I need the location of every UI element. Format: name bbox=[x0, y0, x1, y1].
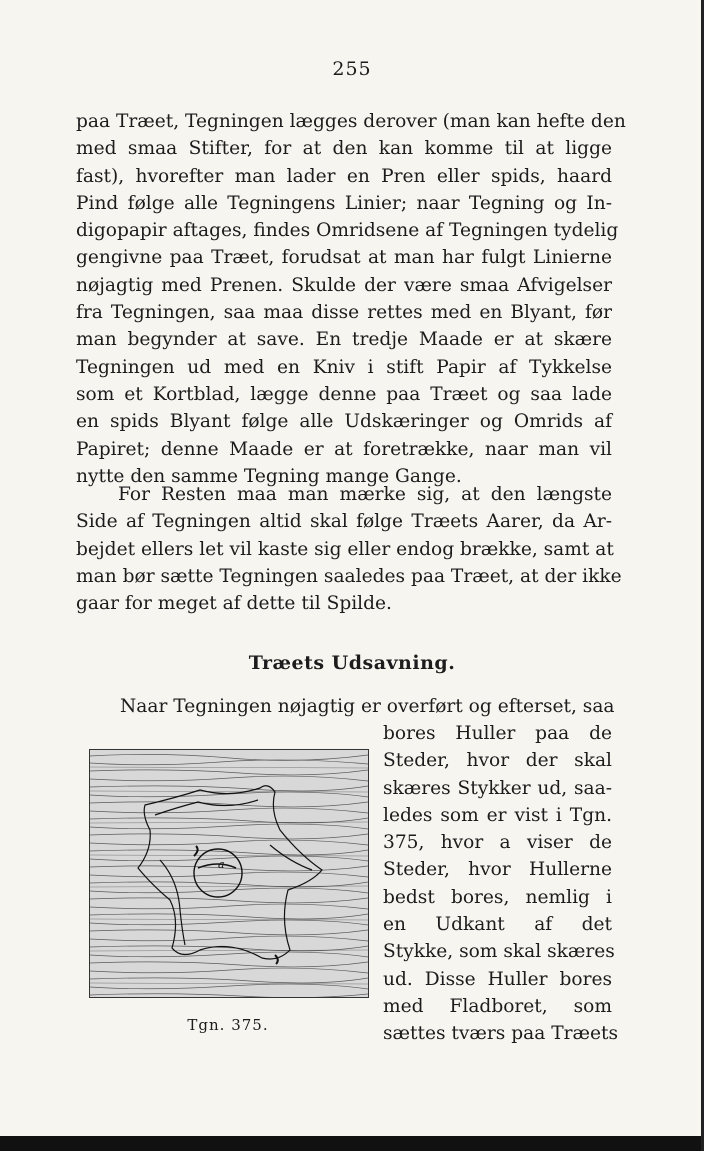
text-line: gengivne paa Træet, forudsat at man har fulgt Linierne bbox=[76, 247, 612, 269]
text-line: fast), hvorefter man lader en Pren eller spids, haard bbox=[76, 165, 612, 187]
section-title: Træets Udsavning. bbox=[248, 652, 456, 674]
text-line: bores Huller paa de bbox=[383, 723, 612, 744]
figure-label-a: a bbox=[218, 858, 225, 871]
side-column-text bbox=[383, 720, 618, 1048]
page-number: 255 bbox=[332, 58, 372, 80]
text-line: Steder, hvor der skal bbox=[383, 750, 612, 772]
text-line: ledes som er vist i Tgn. bbox=[383, 804, 612, 826]
text-line: Stykke, som skal skæres bbox=[383, 941, 615, 963]
text-line: nøjagtig med Prenen. Skulde der være smaa Afvigelser bbox=[76, 274, 612, 296]
text-line: Papiret; denne Maade er at foretrække, naar man vil bbox=[76, 438, 612, 460]
text-line: fra Tegningen, saa maa disse rettes med en Blyant, før bbox=[76, 302, 612, 324]
text-line: med smaa Stifter, for at den kan komme til at ligge bbox=[76, 138, 612, 160]
figure-wood-engraving bbox=[89, 749, 369, 998]
text-line: skæres Stykker ud, saa- bbox=[383, 777, 612, 799]
paragraph-2 bbox=[76, 481, 622, 617]
text-line: sættes tværs paa Træets bbox=[383, 1023, 618, 1045]
text-line: 375, hvor a viser de bbox=[383, 832, 612, 854]
wood-grain-illustration bbox=[90, 750, 368, 997]
text-line: nytte den samme Tegning mange Gange. bbox=[76, 465, 462, 487]
text-line: For Resten maa man mærke sig, at den længste bbox=[118, 484, 612, 505]
figure-caption: Tgn. 375. bbox=[187, 1016, 269, 1034]
text-line: paa Træet, Tegningen lægges derover (man kan hefte den bbox=[76, 111, 626, 132]
text-line: Pind følge alle Tegningens Linier; naar Tegning og In- bbox=[76, 192, 612, 214]
section-first-line: Naar Tegningen nøjagtig er overført og efterset, saa bbox=[120, 696, 615, 717]
text-line: som et Kortblad, lægge denne paa Træet og saa lade bbox=[76, 383, 612, 405]
text-line: med Fladboret, som bbox=[383, 995, 612, 1017]
scan-edge-bottom bbox=[0, 1136, 704, 1151]
text-line: en spids Blyant følge alle Udskæringer og Omrids af bbox=[76, 411, 612, 433]
text-line: Steder, hvor Hullerne bbox=[383, 859, 612, 881]
text-line: man bør sætte Tegningen saaledes paa Træet, at der ikke bbox=[76, 565, 622, 587]
text-line: bedst bores, nemlig i bbox=[383, 886, 612, 908]
text-line: ud. Disse Huller bores bbox=[383, 968, 612, 990]
text-line: en Udkant af det bbox=[383, 914, 612, 936]
text-line: gaar for meget af dette til Spilde. bbox=[76, 593, 392, 615]
text-line: Side af Tegningen altid skal følge Træets Aarer, da Ar- bbox=[76, 511, 612, 533]
text-line: Tegningen ud med en Kniv i stift Papir af Tykkelse bbox=[76, 356, 612, 378]
text-line: bejdet ellers let vil kaste sig eller endog brække, samt at bbox=[76, 538, 614, 560]
text-line: digopapir aftages, findes Omridsene af Tegningen tydelig bbox=[76, 220, 619, 242]
paragraph-1 bbox=[76, 108, 626, 490]
text-line: man begynder at save. En tredje Maade er at skære bbox=[76, 329, 612, 351]
